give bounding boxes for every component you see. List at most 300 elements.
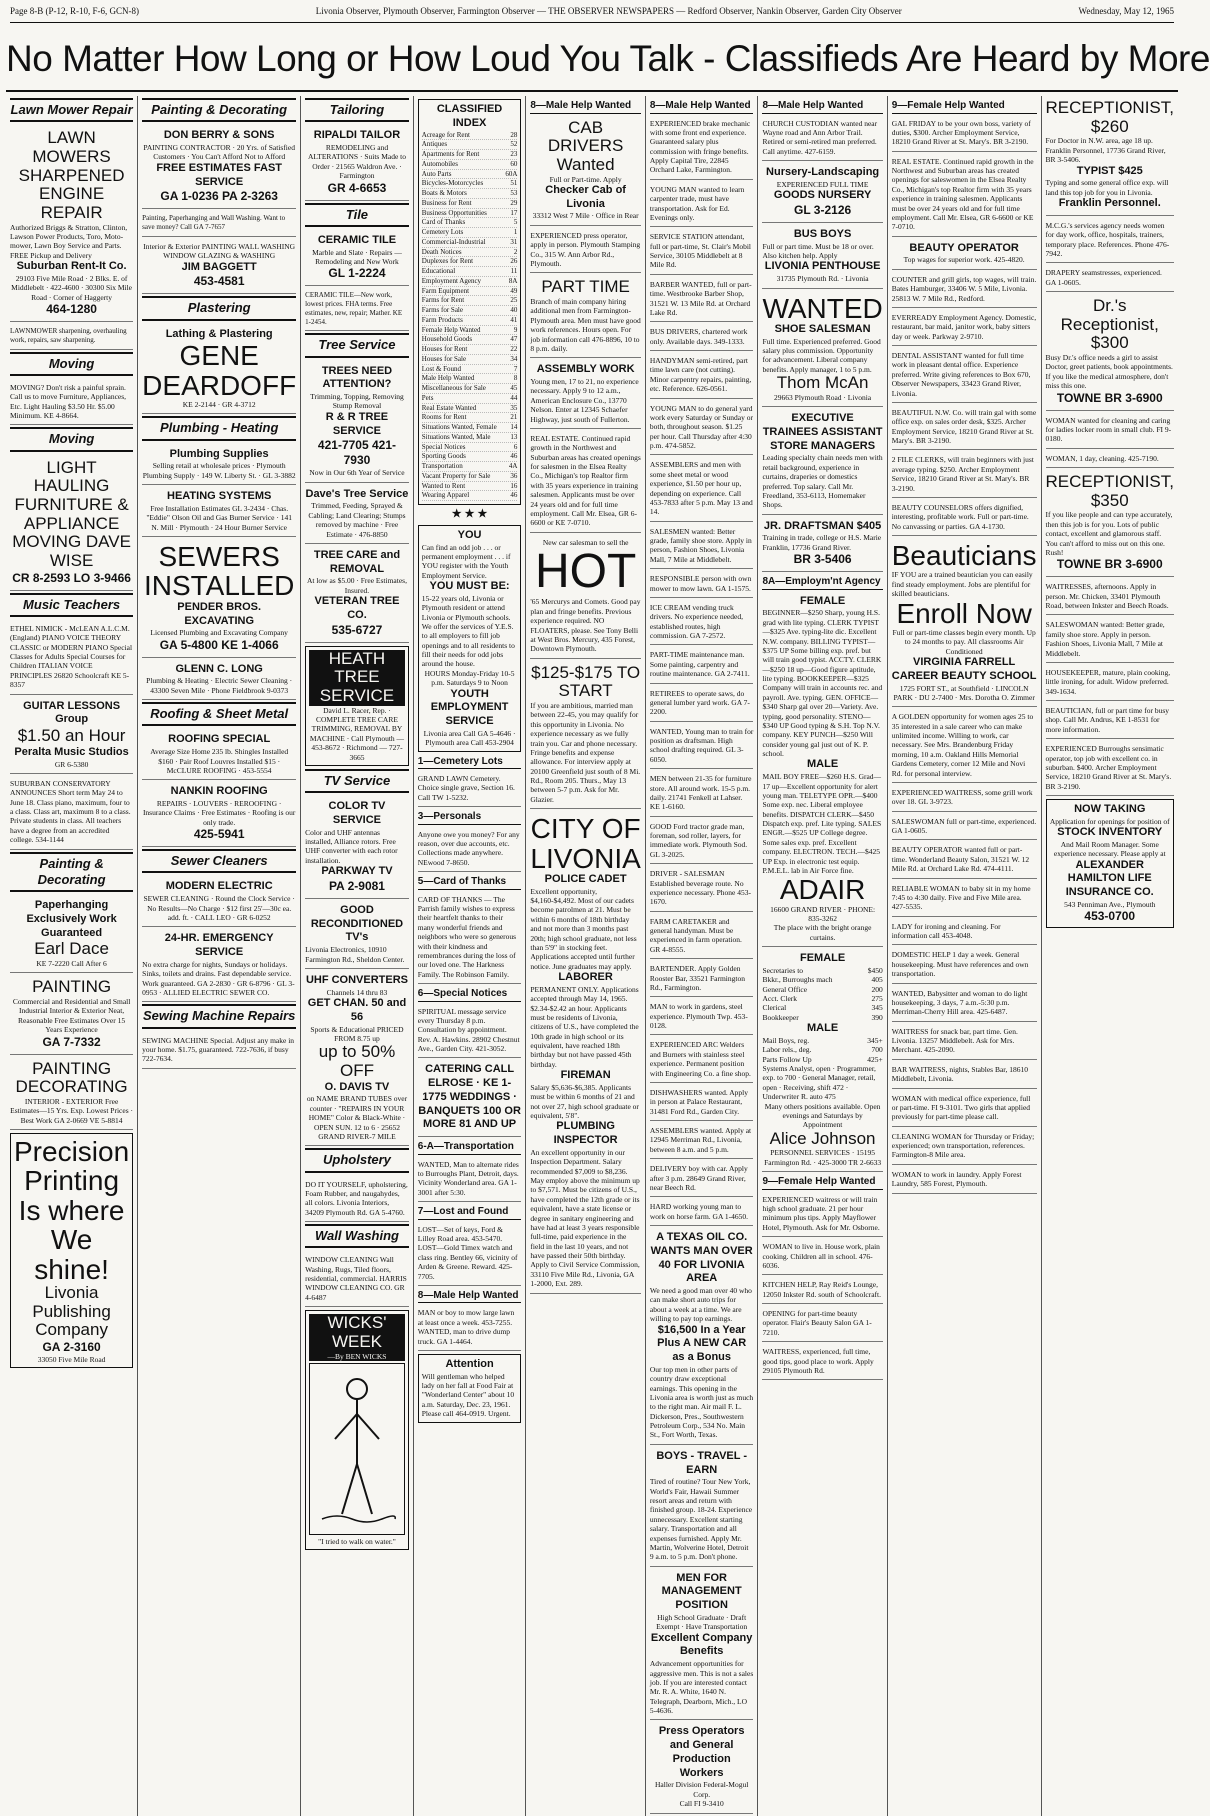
index-entry-label: Antiques — [421, 140, 448, 149]
index-entry — [422, 394, 518, 404]
ad-mcg-services: M.C.G.'s services agency needs women for day work, office, hospitals, trainers, temporary place. References. Phone 476-7942. — [1046, 218, 1174, 264]
ad-goods-nursery — [762, 163, 882, 223]
ad-company: MODERN ELECTRIC — [165, 880, 273, 893]
ad-text: Branch of main company hiring additional men from Farmington-Plymouth area. Men must have good work references. Hours open. For job information call 476-8896, 10 to 8 p.m. daily. — [530, 297, 641, 353]
ad-text: Average Size Home 235 lb. Shingles Installed $160 · Pair Roof Louvres Installed $15 · McCLURE ROOFING · 453-5554 — [150, 747, 289, 775]
ad-nankin-roofing — [142, 782, 296, 847]
ad-ceramic-small: CERAMIC TILE—New work, lowest prices. FHA terms. Free estimates, new, repair; Mather. KE 1-2454. — [305, 288, 409, 331]
cartoon-byline: —By BEN WICKS — [309, 1352, 405, 1361]
index-entry-value: 16 — [510, 481, 518, 490]
ad-text: IF YOU are a trained beautician you can easily find steady employment. Jobs are plentiful for skilled beauticians. — [891, 570, 1033, 599]
index-entry — [422, 404, 518, 414]
index-entry-label: Situations Wanted, Female — [421, 423, 497, 431]
index-entry-value: 52 — [510, 140, 518, 149]
salary-row-label: Labor rels., deg. — [762, 1045, 812, 1055]
index-entry-value: 8 — [513, 374, 518, 383]
ad-phone: GL 3-2126 — [794, 202, 852, 217]
ad-company: Franklin Personnel. — [1058, 197, 1161, 209]
ad-beauty-opening: OPENING for part-time beauty operator. Flair's Beauty Salon GA 1-7210. — [762, 1306, 882, 1342]
ad-note: on NAME BRAND TUBES over counter · "REPAIRS IN YOUR HOME" Color & Black-White · OPEN SUN. 12 to 6 · 25652 GRAND RIVER-7 MILE — [306, 1094, 408, 1141]
index-entry-label: Pets — [421, 393, 434, 402]
ad-delivery: DELIVERY boy with car. Apply after 3 p.m. 28649 Grand River, near Beech Rd. — [650, 1161, 754, 1197]
ad-title: TREE CARE and REMOVAL — [313, 548, 401, 575]
ad-beauty-op: BEAUTY OPERATOR wanted full or part-time. Wonderland Beauty Salon, 31521 W. 12 Mile Rd. at Orchard Lake Rd. 474-4111. — [892, 842, 1037, 878]
ad-company: Dave's Tree Service — [305, 487, 409, 500]
index-entry-label: Business Opportunities — [421, 208, 487, 217]
ad-title: PAINTING DECORATING — [15, 1058, 128, 1097]
ad-livonia-publishing — [10, 1133, 133, 1368]
ad-male-header: MALE — [807, 758, 839, 771]
ad-female-header: FEMALE — [799, 594, 846, 607]
ad-horse-farm: HARD working young man to work on horse farm. GA 1-4650. — [650, 1199, 754, 1226]
index-entry-value: 28 — [510, 130, 518, 139]
index-entry-label: Card of Thanks — [421, 218, 466, 227]
job-title-plumbing: PLUMBING INSPECTOR — [553, 1120, 618, 1147]
index-entry-label: Automobiles — [421, 159, 458, 168]
ad-address: 33050 Five Mile Road — [37, 1355, 106, 1365]
ad-text: Young men, 17 to 21, no experience necessary. Apply 9 to 12 a.m., American Enclosure Co., 13770 Nelson. Enter at 12345 Schaefer Highway, just south of Fullerton. — [530, 377, 639, 424]
index-entry-value: 13 — [510, 432, 518, 441]
salary-row — [762, 985, 882, 994]
ad-counter-girls: COUNTER and grill girls, top wages, will train. Bates Hamburger, 33406 W. 5 Mile, Livonia. 25813 W. 7 Mile Rd., Redford. — [892, 272, 1037, 308]
ad-male-list — [762, 1036, 882, 1064]
ad-thom-mcan — [762, 291, 882, 408]
ad-glenn-long — [142, 660, 296, 701]
index-entry — [422, 423, 518, 433]
ad-title: Beauticians — [891, 540, 1037, 571]
index-entry-label: Boats & Motors — [421, 189, 467, 197]
ad-hours: HOURS Monday-Friday 10-5 p.m. Saturdays 9 to Noon — [424, 668, 515, 688]
ad-address: 543 Penniman Ave., Plymouth — [1064, 899, 1156, 909]
ad-saleswoman-2: SALESWOMAN wanted: Better grade, family shoe store. Apply in person. Fashion Shoes, Livonia Mall, 7 Mile at Middlebelt. — [1046, 617, 1174, 663]
ad-painting — [10, 975, 133, 1054]
ad-modern-electric — [142, 877, 296, 927]
index-entry-label: Wearing Apparel — [421, 491, 470, 500]
ad-requirements: High School Graduate · Draft Exempt · Have Transportation — [656, 1612, 748, 1632]
ad-ripaldi-tailor — [305, 126, 409, 200]
section-header-special-notices: 6—Special Notices — [418, 988, 522, 1002]
ad-catering: CATERING CALL ELROSE · KE 1-1775 WEDDINGS · BANQUETS 100 OR MORE 81 AND UP — [418, 1060, 522, 1137]
job-text-plumbing: An excellent opportunity in our Inspection Department. Salary recommended $7,009 to $8,236. May employ above the minimum up to $7,571. Must be citizens of U.S., have completed the 12th grade or its equivalent, have a state license or degree in sanitary engineering and have had at least 3 years responsible full-time, paid experience in the field in the last 10 years, and not have passed their 50th birthday. Apply to Civil Service Commission, 33110 Five Mile Rd., Livonia, GA 1-2000, Ext. 289. — [530, 1147, 640, 1289]
ad-haller — [650, 1722, 754, 1813]
index-entry — [422, 131, 518, 141]
section-header-plumbing: Plumbing - Heating — [142, 416, 296, 440]
salary-row-value: 700 — [871, 1045, 883, 1055]
ad-address: 29663 Plymouth Road · Livonia — [774, 392, 872, 402]
index-entry-value: 1 — [513, 228, 518, 236]
ad-must-be: YOU MUST BE: — [429, 580, 510, 592]
ad-highlight: FREE ESTIMATES FAST SERVICE — [156, 161, 283, 188]
ad-service-station: SERVICE STATION attendant, full or part-time, St. Clair's Mobil Service, 30105 Middlebelt at 8 Mile Rd. — [650, 229, 754, 275]
ad-details: Typing and some general office exp. will land this top job for you in Livonia. — [1045, 178, 1169, 197]
ad-title: Lathing & Plastering — [165, 327, 273, 340]
index-entry — [422, 199, 518, 209]
ad-highlight: $16,500 In a Year Plus A NEW CAR as a Bonus — [657, 1323, 747, 1363]
ad-company: Thom McAn — [776, 373, 869, 393]
ad-title: HEATING SYSTEMS — [167, 490, 272, 503]
ad-heath-tree — [305, 646, 409, 766]
ad-text: Full or Part-time. Apply — [549, 174, 622, 184]
index-entry-label: Cemetery Lots — [421, 228, 464, 236]
ad-requirements: 15-22 years old, Livonia or Plymouth resident or attend Livonia or Plymouth schools. We offer the services of Y.E.S. to all employers to fill job openings and to all residents to fill their needs for odd jobs around the house. — [421, 593, 515, 669]
ad-slogan: Precision Printing Is where We shine! — [14, 1136, 130, 1285]
index-entry — [422, 374, 518, 384]
ad-contact: Livonia area Call GA 5-4646 · Plymouth area Call 453-2904 — [423, 728, 516, 748]
ad-responsible: RESPONSIBLE person with own mower to mow lawn. GA 1-1575. — [650, 571, 754, 598]
ad-text: Marble and Slate · Repairs — Remodeling and New Work — [312, 247, 402, 266]
ad-company: VIRGINIA FARRELL CAREER BEAUTY SCHOOL — [891, 656, 1037, 682]
ad-personals: Anyone owe you money? For any reason, over due accounts, etc. Collections made anywhere. NEwood 7-8650. — [418, 827, 522, 873]
salary-row-label: Mail Boys, reg. — [762, 1035, 810, 1045]
index-entry-value: 29 — [510, 198, 518, 207]
ad-text: Can find an odd job . . . or permanent employment . . . if YOU register with the Youth Employment Service. — [421, 542, 511, 580]
ad-management — [650, 1569, 754, 1721]
ad-title: Press Operators and General Production Workers — [658, 1725, 745, 1779]
ad-text: At low as $5.00 · Free Estimates, Insured. — [306, 576, 407, 595]
ad-veteran-tree — [305, 546, 409, 643]
job-title-police: POLICE CADET — [544, 872, 627, 885]
ad-virginia-farrell — [892, 538, 1037, 707]
ad-phone: GA 7-7332 — [42, 1034, 101, 1049]
index-entry-label: Auto Parts — [421, 169, 452, 178]
ad-conservatory: SUBURBAN CONSERVATORY ANNOUNCES Short term May 24 to June 18. Class piano, maximum, four to a class. Class art, maximum 8 to a class. Private students in class. All teachers have a degree from an accredited college. 534-1144 — [10, 776, 133, 850]
ad-receptionist-2 — [1046, 470, 1174, 577]
ad-title: RECEPTIONIST, $350 — [1045, 472, 1174, 510]
ad-church-custodian: CHURCH CUSTODIAN wanted near Wayne road and Ann Arbor Trail. Retired or semi-retired man preferred. Call anytime. 427-6159. — [762, 116, 882, 162]
ad-brake-mechanic: EXPERIENCED brake mechanic with some front end experience. Guaranteed salary plus commission with fringe benefits. Apply Capital Tire, 22845 Orchard Lake, Farmington. — [650, 116, 754, 180]
ad-assemblers-2: ASSEMBLERS wanted. Apply at 12945 Merriman Rd., Livonia, between 8 a.m. and 5 p.m. — [650, 1123, 754, 1159]
ad-locker-room: WOMAN wanted for cleaning and caring for ladies locker room in small club. FI 9-0180. — [1046, 413, 1174, 449]
ad-domestic: DOMESTIC HELP 1 day a week. General housekeeping. Must have references and own transportation. — [892, 947, 1037, 983]
ad-address: 31735 Plymouth Rd. · Livonia — [776, 274, 869, 284]
ad-details: Our top men in other parts of country draw exceptional earnings. This opening in the Livonia area is worth just as much to the right man. Air mail F. L. Dickerson, Pres., Southwestern Petroleum Corp., 534 No. Main St., Fort Worth, Texas. — [649, 1364, 754, 1440]
index-entry — [422, 482, 518, 492]
index-entry-label: Houses for Rent — [421, 345, 468, 353]
index-entry — [422, 355, 518, 365]
job-title-laborer: LABORER — [558, 971, 613, 984]
ad-music-teacher: ETHEL NIMICK - McLEAN A.L.C.M. (England) PIANO VOICE THEORY CLASSIC or MODERN PIANO Special Classes for Adults Special Courses for Children ITALIAN VOICE PRINCIPLES 26820 Schoolcraft KE 5-8357 — [10, 621, 133, 695]
index-entry-value: 34 — [510, 354, 518, 363]
salary-row-value: $450 — [867, 965, 883, 975]
index-entry-label: Special Notices — [421, 442, 466, 451]
column-5 — [526, 96, 645, 1816]
column-2 — [138, 96, 301, 1816]
index-entry-value: 60A — [505, 169, 518, 178]
section-header-lost-found: 7—Lost and Found — [418, 1206, 522, 1220]
ad-male-list: MAIL BOY FREE—$260 H.S. Grad—17 up—Excellent opportunity for alert young man. TELETYPE OPR.—$400 Some exp. nec. Liberal employee benefits. DISPATCH CLERK—$450 Dispatch exp. pref. Lite typing. SALES ENGR.—$525 UP College degree. Some sales exp. pref. Excellent company. ELECTRON. TECH.—$425 UP Exp. in electronic test equip. P.M.E.L. lab in Air Force fine. — [762, 772, 882, 875]
salary-row-value: 345+ — [867, 1035, 883, 1045]
index-entry-value: 60 — [510, 159, 518, 168]
index-entry-value: 14 — [510, 423, 518, 431]
ad-gardens: MAN to work in gardens, steel experience. Plymouth Twp. 453-0128. — [650, 999, 754, 1035]
ad-subtitle: Channels 14 thru 83 — [326, 987, 388, 997]
section-header-plastering: Plastering — [142, 296, 296, 320]
ad-baby-sit: RELIABLE WOMAN to baby sit in my home 7:45 to 4:30 daily. Five and Five Mile area. 427-5535. — [892, 881, 1037, 917]
index-entry — [422, 316, 518, 326]
ad-title: PAINTING — [32, 977, 112, 997]
salary-row — [762, 975, 882, 984]
ad-hot-mercury — [530, 535, 640, 659]
ad-subtitle: TYPIST $425 — [1076, 164, 1143, 177]
ad-salesmen: SALESMEN wanted: Better grade, family shoe store. Apply in person, Fashion Shoes, Livonia Mall, 7 Mile at Middlebelt. — [650, 524, 754, 570]
index-entry-value: 4A — [508, 462, 518, 470]
ad-title: A TEXAS OIL CO. WANTS MAN OVER 40 FOR LIVONIA AREA — [650, 1231, 753, 1285]
index-entry-value: 22 — [510, 345, 518, 353]
ad-contact: PERSONNEL SERVICES · 15195 Farmington Rd. · 425-3000 TR 2-6633 — [764, 1148, 882, 1167]
ad-text: For Doctor in N.W. area, age 18 up. Franklin Personnel, 17736 Grand River, BR 3-5406. — [1045, 136, 1166, 165]
ad-saleswoman: SALESWOMAN full or part-time, experienced. GA 1-0605. — [892, 814, 1037, 841]
salary-row-label: Parts Follow Up — [762, 1054, 812, 1064]
ad-file-clerks: 2 FILE CLERKS, will train beginners with just average typing. $250. Archer Employment Service, 18210 Grand River at St. Mary's. BR 3-2190. — [892, 452, 1037, 498]
ad-beauty-counselors: BEAUTY COUNSELORS offers dignified, interesting, profitable work. Full or part-time. No canvassing or parties. GA 4-1730. — [892, 500, 1037, 536]
ad-ironing: LADY for ironing and cleaning. For information call 453-4048. — [892, 919, 1037, 946]
folio-date: Wednesday, May 12, 1965 — [1078, 6, 1174, 16]
ad-text: Tired of routine? Tour New York, World's Fair, Hawaii Summer resort areas and return with finished group. 18-24. Experience unnecessary. Excellent starting salary. Transportation and all expenses furnished. Apply Mr. Martin, Wolverine Hotel, Detroit 9 a.m. to 5 p.m. Don't phone. — [649, 1477, 753, 1562]
ad-order-desk: BEAUTIFUL N.W. Co. will train gal with some office exp. on sales order desk, $325. Archer Employment Service, 18210 Grand River at St. Mary's. BR 3-2190. — [892, 405, 1037, 451]
ad-young-man: YOUNG MAN wanted to learn carpenter trade, must have transportation. Ask for Ed. Evenings only. — [650, 182, 754, 228]
index-entry — [422, 209, 518, 219]
ad-company: Suburban Rent-It Co. — [16, 260, 127, 273]
index-entry-value: 26 — [510, 257, 518, 266]
ad-company: Alice Johnson — [769, 1128, 876, 1148]
ad-name: GENE DEARDOFF — [142, 340, 297, 401]
ad-phone: TOWNE BR 3-6900 — [1056, 557, 1163, 572]
ad-everready: EVERREADY Employment Agency. Domestic, restaurant, bar maid, janitor work, baby sitters day or week. Parkway 2-9710. — [892, 310, 1037, 346]
ad-handyman: HANDYMAN semi-retired, part time lawn care (not cutting). Minor carpentry repairs, painting, etc. Reference. 626-0561. — [650, 353, 754, 399]
ad-highlight: GET CHAN. 50 and 56 — [307, 997, 407, 1023]
index-entry-value: 41 — [510, 315, 518, 324]
index-entry-label: Lost & Found — [421, 364, 462, 373]
ad-address: 33312 West 7 Mile · Office in Rear — [532, 211, 639, 221]
section-header-music-teachers: Music Teachers — [10, 593, 133, 617]
ad-tractor: GOOD Ford tractor grade man, foreman, sod roller, layers, for immediate work. Plymouth Sod. GL 3-2025. — [650, 819, 754, 865]
ad-title: RECEPTIONIST, $260 — [1045, 98, 1174, 136]
ad-daves-tree — [305, 485, 409, 544]
salary-row-value: 405 — [871, 975, 883, 985]
ad-title: SEWERS INSTALLED — [143, 541, 295, 602]
ad-lawn-mowers — [10, 126, 133, 322]
ad-phone: PA 2-9081 — [328, 878, 385, 893]
ad-company: PARKWAY TV — [321, 865, 393, 878]
ad-yard-work: YOUNG MAN to do general yard work every Saturday or Sunday or both, throughout season. $1.25 per hour. Call Thursday after 4:30 p.m. 474-5852. — [650, 401, 754, 456]
ad-company: VETERAN TREE CO. — [314, 595, 400, 621]
index-entry-value: 31 — [510, 237, 518, 246]
index-title: CLASSIFIED INDEX — [436, 103, 503, 129]
folio-line — [10, 6, 1174, 23]
index-entry-label: Bicycles-Motorcycles — [421, 179, 484, 188]
ad-texas-oil — [650, 1228, 754, 1445]
salary-row — [762, 1003, 882, 1012]
ad-title: YOUTH EMPLOYMENT SERVICE — [430, 687, 509, 727]
ad-rr-tree — [305, 362, 409, 483]
ad-sewing-machine: SEWING MACHINE Special. Adjust any make in your home. $1.75, guaranteed. 722-7636, if busy 722-7634. — [142, 1033, 296, 1069]
ad-gal-friday: GAL FRIDAY to be your own boss, variety of duties, $300. Archer Employment Service, 18210 Grand River at St. Mary's. BR 3-2190. — [892, 116, 1037, 152]
ad-text: Interior & Exterior PAINTING WALL WASHING WINDOW GLAZING & WASHING — [143, 241, 296, 261]
ad-text: Busy Dr.'s office needs a girl to assist Doctor, greet patients, book appointments. If you like the medical atmosphere, don't miss this one. — [1045, 353, 1173, 391]
heath-logo: HEATH TREE SERVICE — [309, 650, 405, 706]
index-entry — [422, 472, 518, 482]
folio-paper-names: Livonia Observer, Plymouth Observer, Farmington Observer — THE OBSERVER NEWSPAPERS — Redford Observer, Nankin Observer, Garden City Observer — [315, 6, 902, 16]
ad-text: Full time. Experienced preferred. Good salary plus commission. Opportunity for advancement. Liberal company benefits. Apply manager, 1 to 5 p.m. — [762, 336, 881, 374]
ad-cab-drivers — [530, 116, 640, 226]
ad-assemblers: ASSEMBLERS and men with some sheet metal or wood experience, $1.50 per hour up, depending on experience. Call 453-7833 after 5 p.m. May 13 and 14. — [650, 457, 754, 521]
ad-text: REPAIRS · LOUVERS · REROOFING · Insurance Claims · Free Estimates · Roofing is our only trade. — [142, 799, 296, 827]
ad-real-estate: REAL ESTATE. Continued rapid growth in the Northwest and Suburban areas has created openings for saleswomen in the Elsea Realty Co., Michigan's top Realtor firm with 35 years experience in training salesmen. Applicants must be over 24 years old and for full time employment. Call Mr. Elsea, GR 6-6600 or KE 7-0710. — [892, 154, 1037, 237]
column-4 — [414, 96, 527, 1816]
index-entry-label: Farms for Sale — [421, 306, 463, 314]
column-8 — [888, 96, 1042, 1816]
index-entry — [422, 140, 518, 150]
ad-note: Many others positions available. Open evenings and Saturdays by Appointment — [764, 1101, 881, 1130]
ad-text: Will gentleman who helped lady on her fall at Food Fair at "Wonderland Center" about 10 a.m. Saturday, Dec. 23, 1961. Please call 464-0919. Urgent. — [421, 1371, 515, 1419]
ad-phone: GR 6-5380 — [54, 759, 89, 769]
index-entry-value: 11 — [510, 267, 518, 275]
ad-title: Nursery-Landscaping — [766, 166, 880, 178]
ad-phone: GR 4-6653 — [327, 180, 387, 195]
ad-phone: GA 2-3160 — [42, 1340, 101, 1355]
ad-kitchen-help: KITCHEN HELP, Ray Reid's Lounge, 12050 Inkster Rd. south of Schoolcraft. — [762, 1277, 882, 1304]
index-entry-label: Death Notices — [421, 247, 462, 256]
ad-male-more: Systems Analyst, open · Programmer, exp. to 700 · General Manager, retail, open · Receiving, shift 472 · Underwriter R. auto 475 — [762, 1064, 876, 1102]
ad-title: JR. DRAFTSMAN $405 — [763, 519, 882, 532]
ad-waitresses: WAITRESSES, afternoons. Apply in person. Mr. Chicken, 33401 Plymouth Road, between Inkster and Beech Roads. — [1046, 579, 1174, 615]
ad-woman-cleaning: WOMAN, 1 day, cleaning. 425-7190. — [1046, 451, 1174, 468]
salary-row-label: Bkkr., Burroughs mach — [762, 975, 833, 985]
index-entry — [422, 462, 518, 472]
ad-company: DON BERRY & SONS — [163, 129, 275, 142]
index-entry-label: Educational — [421, 267, 456, 275]
ad-woman-live-in: WOMAN to live in. House work, plain cooking. Children all in school. 476-6036. — [762, 1239, 882, 1275]
ad-note: The place with the bright orange curtains. — [773, 923, 872, 942]
index-entry-value: 51 — [510, 179, 518, 188]
salary-row-label: Bookkeeper — [762, 1012, 799, 1022]
ad-title: Dr.'s Receptionist, $300 — [1060, 296, 1159, 353]
ad-text: We need a good man over 40 who can make short auto trips for about a week at a time. We are willing to pay top earnings. — [649, 1286, 752, 1324]
ad-phone: 425-5941 — [193, 827, 245, 842]
ad-text: '65 Mercurys and Comets. Good pay plan and fringe benefits. Previous experience required. NO FLOATERS, please. See Tony Belli at West Bros. Mercury, 435 Forest, Downtown Plymouth. — [530, 597, 641, 654]
ad-text: INTERIOR - EXTERIOR Free Estimates—15 Yrs. Exp. Lowest Prices · Best Work GA 2-0669 VE 5-8814 — [10, 1096, 133, 1125]
ad-boys-travel — [650, 1447, 754, 1567]
ad-beauty-operator — [892, 239, 1037, 270]
ad-title: HOT — [534, 545, 637, 598]
index-entry — [422, 384, 518, 394]
index-entry — [422, 452, 518, 462]
ad-title: CITY OF LIVONIA — [530, 813, 641, 874]
index-entry — [422, 287, 518, 297]
index-entry-value: 5 — [513, 218, 518, 227]
ad-male-help: MAN or boy to mow large lawn at least once a week. 453-7255. WANTED, man to drive dump truck. GA 1-4464. — [418, 1305, 522, 1351]
index-entry — [422, 443, 518, 453]
salary-row — [762, 1045, 882, 1054]
ad-ceramic-tile — [305, 231, 409, 287]
ad-text: Selling retail at wholesale prices · Plymouth Plumbing Supply · 149 W. Liberty St. · GL 3-3882 — [142, 461, 296, 480]
ad-title: BUS BOYS — [793, 227, 852, 240]
ad-title: $125-$175 TO START — [531, 662, 641, 701]
section-header-moving-2: Moving — [10, 427, 133, 451]
index-entry-label: Employment Agency — [421, 276, 482, 285]
ad-phone: 421-7705 421-7930 — [317, 438, 396, 468]
ad-executive-trainees — [762, 409, 882, 515]
index-entry — [422, 257, 518, 267]
ad-title: LAWN MOWERS SHARPENED ENGINE REPAIR — [18, 128, 125, 222]
ad-title: BEAUTY OPERATOR — [909, 241, 1019, 254]
ad-painting-decorating — [10, 1057, 133, 1131]
ad-real-estate: REAL ESTATE. Continued rapid growth in the Northwest and Suburban areas has created openings for salesmen in the Elsea Realty Co., Michigan's top Realtor firm with 35 years experience in training salesmen. Applicants must be over 24 years old and for full time employment. Call Mr. Elsea, GR 6-6600 or KE 7-0710. — [530, 431, 640, 533]
index-entry-value: 53 — [510, 189, 518, 197]
ad-title: Paperhanging Exclusively Work Guaranteed — [26, 899, 117, 939]
section-header-tree-service: Tree Service — [305, 333, 409, 357]
index-entry-value: 46 — [510, 452, 518, 461]
ad-alexander-hamilton — [1046, 799, 1174, 928]
ad-title: Plumbing Supplies — [169, 447, 269, 460]
ad-window-cleaning: WINDOW CLEANING Wall Washing, Rugs, Tiled floors, residential, commercial. HARRIS WINDOW CLEANING CO. GR 4-6487 — [305, 1252, 409, 1307]
section-header-roofing: Roofing & Sheet Metal — [142, 702, 296, 726]
ad-company: LIVONIA PENTHOUSE — [764, 260, 881, 273]
cartoon-drawing — [309, 1363, 405, 1535]
index-entry-value: 25 — [510, 296, 518, 305]
salary-row-value: 200 — [871, 984, 883, 994]
section-header-transportation: 6-A—Transportation — [418, 1141, 522, 1155]
index-entry — [422, 491, 518, 501]
ad-text: Licensed Plumbing and Excavating Company — [150, 628, 288, 638]
ad-dental-assistant: DENTAL ASSISTANT wanted for full time work in pleasant dental office. Experience preferred. Write giving references to Box 670, Observer Newspapers, 33423 Grand River, Livonia. — [892, 348, 1037, 403]
cartoon-caption: "I tried to walk on water." — [318, 1536, 396, 1546]
index-entry-label: Acreage for Rent — [421, 130, 470, 139]
ad-pender-bros — [142, 539, 296, 658]
ad-phone: GA 5-4800 KE 1-4066 — [159, 637, 279, 652]
salary-row — [762, 994, 882, 1003]
salary-row-label: Acct. Clerk — [762, 994, 798, 1004]
salary-row-value: 275 — [871, 994, 883, 1004]
index-entry-value: 9 — [513, 325, 518, 334]
ad-phone: 464-1280 — [46, 302, 97, 317]
section-header-employment-agency: 8A—Employm'nt Agency — [762, 576, 882, 590]
index-entry-value: 23 — [510, 150, 518, 158]
index-entry — [422, 150, 518, 160]
ad-text: Authorized Briggs & Stratton, Clinton, Lawson Power Products, Toro, Moto-mower, Lawn Boy Service and Parts. FREE Pickup and Delivery — [10, 222, 128, 260]
ad-text: David L. Racer, Rep. · COMPLETE TREE CARE TRIMMING, REMOVAL BY MACHINE · Call Plymouth — 453-8672 · Richmond — 727-3665 — [309, 705, 405, 762]
ad-upholstery: DO IT YOURSELF, upholstering, Foam Rubber, and naugahydes, all colors. Livonia Interiors, 34209 Plymouth Rd. GA 5-4760. — [305, 1177, 409, 1223]
section-header-wall-washing: Wall Washing — [305, 1224, 409, 1248]
ad-name: JIM BAGGETT — [181, 260, 257, 273]
section-header-male-help: 8—Male Help Wanted — [762, 100, 882, 114]
index-entry-label: Male Help Wanted — [421, 374, 475, 383]
ad-name: GLENN C. LONG — [175, 662, 263, 675]
ad-phone: 453-0700 — [1084, 909, 1136, 924]
ad-dishwashers: DISHWASHERS wanted. Apply in person at Palace Restaurant, 31481 Ford Rd., Garden City. — [650, 1085, 754, 1121]
ad-title: GUITAR LESSONS Group — [23, 699, 121, 726]
ad-exp-waitress: EXPERIENCED WAITRESS, some grill work over 18. GL 3-9723. — [892, 785, 1037, 812]
ad-company: O. DAVIS TV — [324, 1080, 390, 1093]
index-entry-value: 2 — [513, 247, 518, 256]
ad-now-taking: NOW TAKING — [1074, 803, 1146, 816]
column-7 — [758, 96, 887, 1816]
section-header-tailoring: Tailoring — [305, 98, 409, 122]
job-text-police: Excellent opportunity, $4,160-$4,492. Most of our cadets become patrolmen at 21. Must be within 6 months of 18th birthday and not more than 3 months past 20th; high school graduate, not less than 5'9" in stocking feet. Applications accepted until further notice. June graduates may apply. — [530, 886, 637, 971]
ad-snack-bar: WAITRESS for snack bar, part time. Gen. Livonia. 13257 Middlebelt. Ask for Mrs. Merchant. 425-2090. — [892, 1024, 1037, 1060]
salary-row-value: 425+ — [867, 1054, 883, 1064]
index-entry — [422, 189, 518, 199]
ad-text: Top wages for superior work. 425-4820. — [903, 255, 1025, 265]
ad-title: PART TIME — [541, 277, 630, 297]
index-entry — [422, 335, 518, 345]
ad-text: PAINTING CONTRACTOR · 20 Yrs. of Satisfied Customers · You Can't Afford Not to Afford — [143, 143, 295, 162]
index-entry-label: Business for Rent — [421, 198, 472, 207]
index-entry-value: 44 — [510, 393, 518, 402]
column-9 — [1042, 96, 1178, 1816]
wicks-week-cartoon — [305, 1310, 409, 1550]
index-entry-label: Situations Wanted, Male — [421, 432, 491, 441]
